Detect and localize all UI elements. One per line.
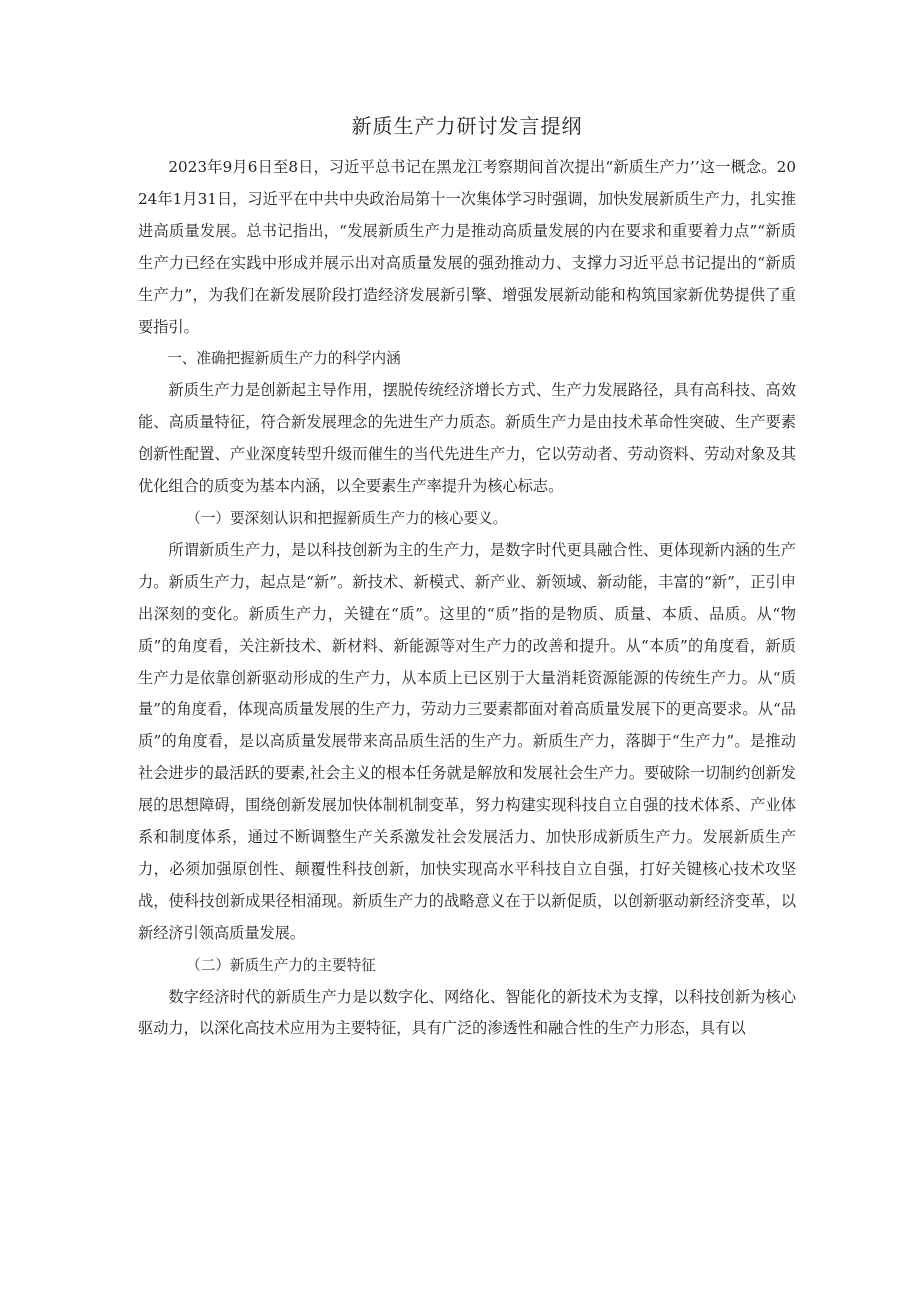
intro-paragraph: 2023年9月6日至8日，习近平总书记在黑龙江考察期间首次提出“新质生产力’’这一概念。2024年1月31日，习近平在中共中央政治局第十一次集体学习时强调，加快发展新质生产力，扎实推进高质量发展。总书记指出，“发展新质生产力是推动高质量发展的内在要求和重要着力点”“新质生产力已经在实践中形成并展示出对高质量发展的强劲推动力、支撑力习近平总书记提出的“新质生产力”，为我们在新发展阶段打造经济发展新引擎、增强发展新动能和构筑国家新优势提供了重要指引。 bbox=[138, 158, 796, 336]
document-title: 新质生产力研讨发言提纲 bbox=[351, 114, 583, 138]
document-page bbox=[138, 112, 796, 1045]
subsection-heading-2: （二）新质生产力的主要特征 bbox=[186, 956, 376, 974]
section-heading-1: 一、准确把握新质生产力的科学内涵 bbox=[167, 350, 401, 368]
subsection-1-paragraph: 所谓新质生产力，是以科技创新为主的生产力，是数字时代更具融合性、更体现新内涵的生产力。新质生产力，起点是“新”。新技术、新模式、新产业、新领域、新动能，丰富的“新”，正引申出深刻的变化。新质生产力，关键在“质”。这里的“质”指的是物质、质量、本质、品质。从“物质”的角度看，关注新技术、新材料、新能源等对生产力的改善和提升。从“本质”的角度看，新质生产力是依靠创新驱动形成的生产力，从本质上已区别于大量消耗资源能源的传统生产力。从“质量”的角度看，体现高质量发展的生产力，劳动力三要素都面对着高质量发展下的更高要求。从“品质”的角度看，是以高质量发展带来高品质生活的生产力。新质生产力，落脚于“生产力”。是推动社会进步的最活跃的要素,社会主义的根本任务就是解放和发展社会生产力。要破除一切制约创新发展的思想障碍，围绕创新发展加快体制机制变革，努力构建实现科技自立自强的技术体系、产业体系和制度体系，通过不断调整生产关系激发社会发展活力、加快形成新质生产力。发展新质生产力，必须加强原创性、颠覆性科技创新，加快实现高水平科技自立自强，打好关键核心技术攻坚战，使科技创新成果径相涌现。新质生产力的战略意义在于以新促质，以创新驱动新经济变革，以新经济引领高质量发展。 bbox=[138, 540, 796, 942]
section-1-paragraph: 新质生产力是创新起主导作用，摆脱传统经济增长方式、生产力发展路径，具有高科技、高效能、高质量特征，符合新发展理念的先进生产力质态。新质生产力是由技术革命性突破、生产要素创新性配置、产业深度转型升级而催生的当代先进生产力，它以劳动者、劳动资料、劳动对象及其优化组合的质变为基本内涵，以全要素生产率提升为核心标志。 bbox=[138, 381, 796, 496]
subsection-2-paragraph: 数字经济时代的新质生产力是以数字化、网络化、智能化的新技术为支撑，以科技创新为核心驱动力，以深化高技术应用为主要特征，具有广泛的渗透性和融合性的生产力形态，具有以 bbox=[138, 987, 796, 1038]
subsection-heading-1: （一）要深刻认识和把握新质生产力的核心要义。 bbox=[186, 509, 508, 527]
